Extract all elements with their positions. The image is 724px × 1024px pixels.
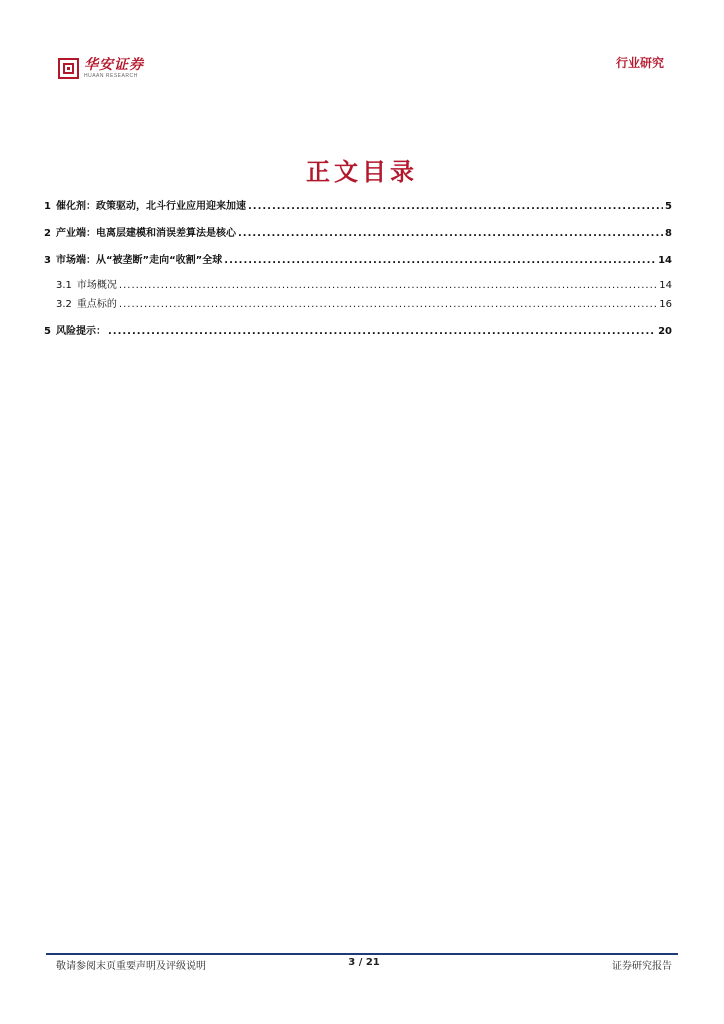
toc-dot-leader xyxy=(119,299,657,310)
toc-entry[interactable] xyxy=(44,224,672,239)
toc-dot-leader xyxy=(224,255,656,266)
company-logo xyxy=(58,58,144,79)
logo-wordmark xyxy=(84,58,144,79)
toc-entry-page: 14 xyxy=(659,280,672,291)
toc-entry-label: 产业端：电离层建模和消误差算法是核心 xyxy=(55,228,236,239)
toc-entry[interactable] xyxy=(44,197,672,212)
toc-entry-number: 5 xyxy=(44,326,51,337)
toc-entry-label: 市场概况 xyxy=(76,280,117,291)
toc-entry-label: 重点标的 xyxy=(76,299,117,310)
report-category: 行业研究 xyxy=(615,56,664,70)
toc-entry-number: 2 xyxy=(44,228,51,239)
toc-title: 正文目录 xyxy=(306,157,418,186)
toc-entry-page: 14 xyxy=(658,255,672,266)
page-number: 3 / 21 xyxy=(348,957,380,968)
toc-dot-leader xyxy=(108,326,656,337)
page-header xyxy=(0,0,724,100)
toc-dot-leader xyxy=(238,228,663,239)
toc-entry-page: 8 xyxy=(665,228,672,239)
logo-seal-icon xyxy=(58,58,79,79)
toc-dot-leader xyxy=(119,280,657,291)
report-type: 证券研究报告 xyxy=(612,961,672,972)
toc-entry-label: 催化剂：政策驱动，北斗行业应用迎来加速 xyxy=(55,201,246,212)
disclaimer-note: 敬请参阅末页重要声明及评级说明 xyxy=(56,961,206,972)
toc-entry-page: 16 xyxy=(659,299,672,310)
toc-entry-label: 风险提示： xyxy=(55,326,106,337)
toc-entry-page: 20 xyxy=(658,326,672,337)
toc-entry-number: 3.1 xyxy=(56,280,72,291)
toc-entry-label: 市场端：从“被垄断”走向“收割”全球 xyxy=(55,255,223,266)
footer-rule xyxy=(46,953,678,955)
toc-subentry[interactable] xyxy=(56,295,672,310)
toc-entry[interactable] xyxy=(44,322,672,337)
toc-dot-leader xyxy=(248,201,663,212)
logo-chinese-name: 华安证券 xyxy=(84,57,144,73)
toc-entry[interactable] xyxy=(44,251,672,266)
toc-entry-number: 1 xyxy=(44,201,51,212)
toc-entry-number: 3 xyxy=(44,255,51,266)
toc-subentry[interactable] xyxy=(56,276,672,291)
logo-english-name: HUAAN RESEARCH xyxy=(84,73,138,79)
toc-entry-number: 3.2 xyxy=(56,299,72,310)
toc-entry-page: 5 xyxy=(665,201,672,212)
